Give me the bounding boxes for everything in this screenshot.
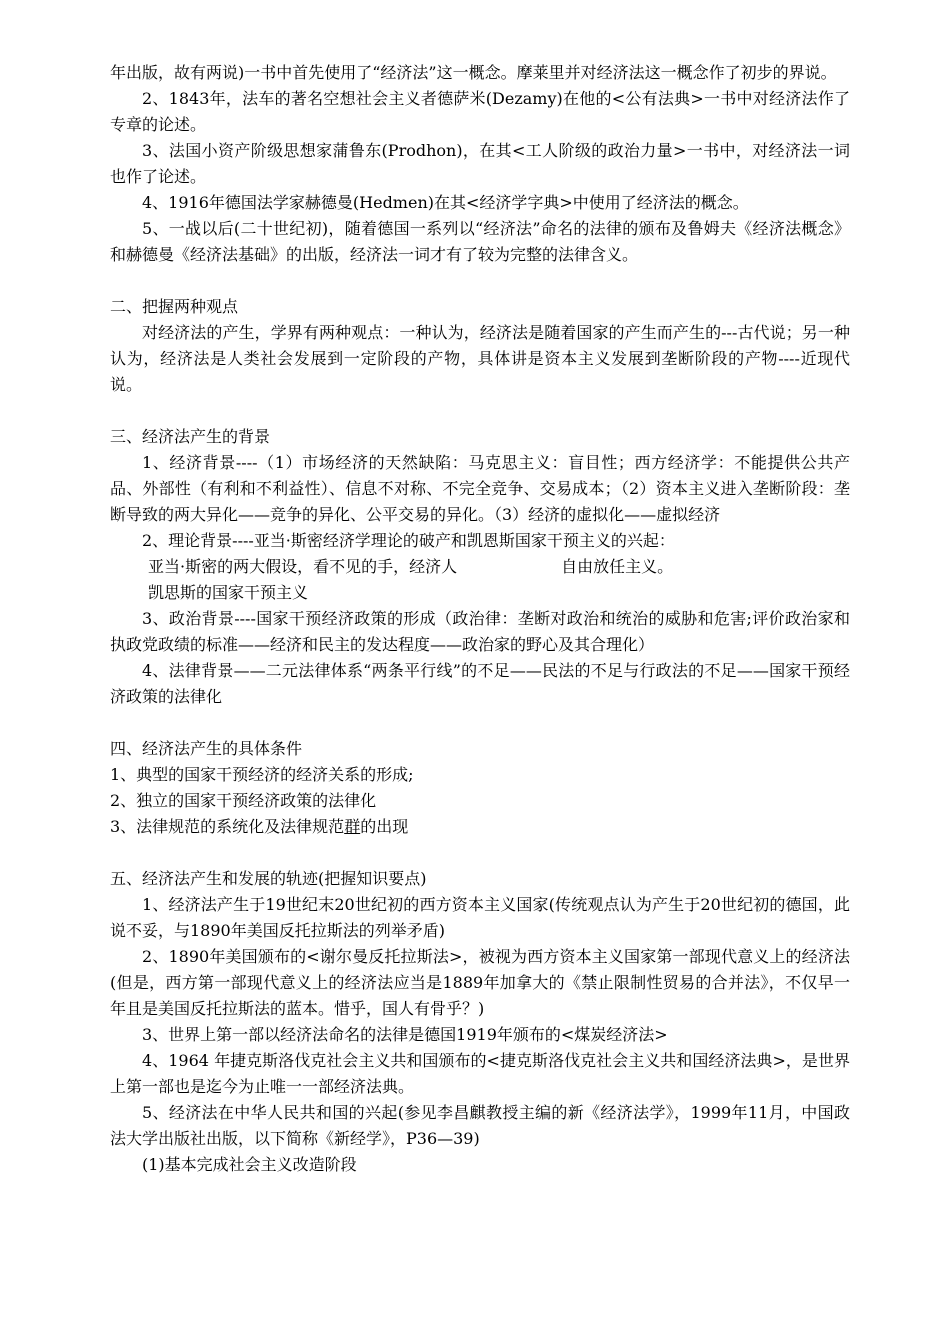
paragraph-trajectory-4: 4、1964 年捷克斯洛伐克社会主义共和国颁布的<捷克斯洛伐克社会主义共和国经济法典>，是世界上第一部也是迄今为止唯一一部经济法典。	[110, 1051, 850, 1096]
paragraph-political-background: 3、政治背景----国家干预经济政策的形成（政治律：垄断对政治和统治的威胁和危害;评价政治家和执政党政绩的标准——经济和民主的发达程度——政治家的野心及其合理化）	[110, 609, 850, 654]
paragraph-trajectory-5: 5、经济法在中华人民共和国的兴起(参见李昌麒教授主编的新《经济法学》，1999年11月，中国政法大学出版社出版，以下简称《新经学》，P36—39)	[110, 1103, 850, 1148]
spacer	[110, 840, 850, 866]
paragraph-trajectory-3: 3、世界上第一部以经济法命名的法律是德国1919年颁布的<煤炭经济法>	[142, 1025, 668, 1044]
condition-item-3: 3、法律规范的系统化及法律规范群的出现	[110, 817, 409, 836]
paragraph-theory-smith	[110, 554, 850, 580]
section-heading-background: 三、经济法产生的背景	[110, 427, 271, 446]
paragraph-intro-continuation: 年出版，故有两说)一书中首先使用了“经济法”这一概念。摩莱里并对经济法这一概念作了初步的界说。	[110, 63, 837, 82]
spacer	[110, 398, 850, 424]
paragraph-trajectory-1: 1、经济法产生于19世纪末20世纪初的西方资本主义国家(传统观点认为产生于20世纪初的德国，此说不妥，与1890年美国反托拉斯法的列举矛盾)	[110, 895, 850, 940]
section-heading-conditions: 四、经济法产生的具体条件	[110, 739, 303, 758]
paragraph-trajectory-6: (1)基本完成社会主义改造阶段	[142, 1155, 357, 1174]
paragraph-economic-background: 1、经济背景----（1）市场经济的天然缺陷：马克思主义：盲目性；西方经济学：不能提供公共产品、外部性（有利和不利益性）、信息不对称、不完全竞争、交易成本；（2）资本主义进入垄断阶段：垄断导致的两大异化——竞争的异化、公平交易的异化。（3）经济的虚拟化——虚拟经济	[110, 453, 850, 524]
paragraph-trajectory-2: 2、1890年美国颁布的<谢尔曼反托拉斯法>，被视为西方资本主义国家第一部现代意义上的经济法(但是，西方第一部现代意义上的经济法应当是1889年加拿大的《禁止限制性贸易的合并法》，不仅早一年且是美国反托拉斯法的蓝本。惜乎，国人有骨乎？)	[110, 947, 850, 1018]
theory-laissez-faire-text: 自由放任主义。	[561, 557, 674, 576]
condition-item-1: 1、典型的国家干预经济的经济关系的形成;	[110, 765, 414, 784]
underlined-word: 群	[344, 817, 361, 836]
section-heading-trajectory: 五、经济法产生和发展的轨迹(把握知识要点)	[110, 869, 427, 888]
spacer	[110, 710, 850, 736]
condition-item-2: 2、独立的国家干预经济政策的法律化	[110, 791, 377, 810]
spacer	[110, 268, 850, 294]
paragraph-two-views: 对经济法的产生，学界有两种观点：一种认为，经济法是随着国家的产生而产生的---古代说；另一种认为，经济法是人类社会发展到一定阶段的产物，具体讲是资本主义发展到垄断阶段的产物----近现代说。	[110, 323, 850, 394]
theory-smith-text: 亚当·斯密的两大假设，看不见的手，经济人	[148, 557, 458, 576]
paragraph-legal-background: 4、法律背景——二元法律体系“两条平行线”的不足——民法的不足与行政法的不足——国家干预经济政策的法律化	[110, 661, 850, 706]
document-body	[110, 60, 850, 1178]
paragraph-post-ww1: 5、一战以后(二十世纪初)，随着德国一系列以“经济法”命名的法律的颁布及鲁姆夫《经济法概念》和赫德曼《经济法基础》的出版，经济法一词才有了较为完整的法律含义。	[110, 219, 850, 264]
section-heading-two-views: 二、把握两种观点	[110, 297, 239, 316]
paragraph-theory-keynes: 凯思斯的国家干预主义	[148, 583, 309, 602]
paragraph-hedemann-1916: 4、1916年德国法学家赫德曼(Hedmen)在其<经济学字典>中使用了经济法的概念。	[142, 193, 749, 212]
paragraph-proudhon: 3、法国小资产阶级思想家蒲鲁东(Prodhon)，在其<工人阶级的政治力量>一书中，对经济法一词也作了论述。	[110, 141, 850, 186]
paragraph-dezamy: 2、1843年，法车的著名空想社会主义者德萨米(Dezamy)在他的<公有法典>一书中对经济法作了专章的论述。	[110, 89, 850, 134]
paragraph-theory-background: 2、理论背景----亚当·斯密经济学理论的破产和凯恩斯国家干预主义的兴起：	[142, 531, 675, 550]
